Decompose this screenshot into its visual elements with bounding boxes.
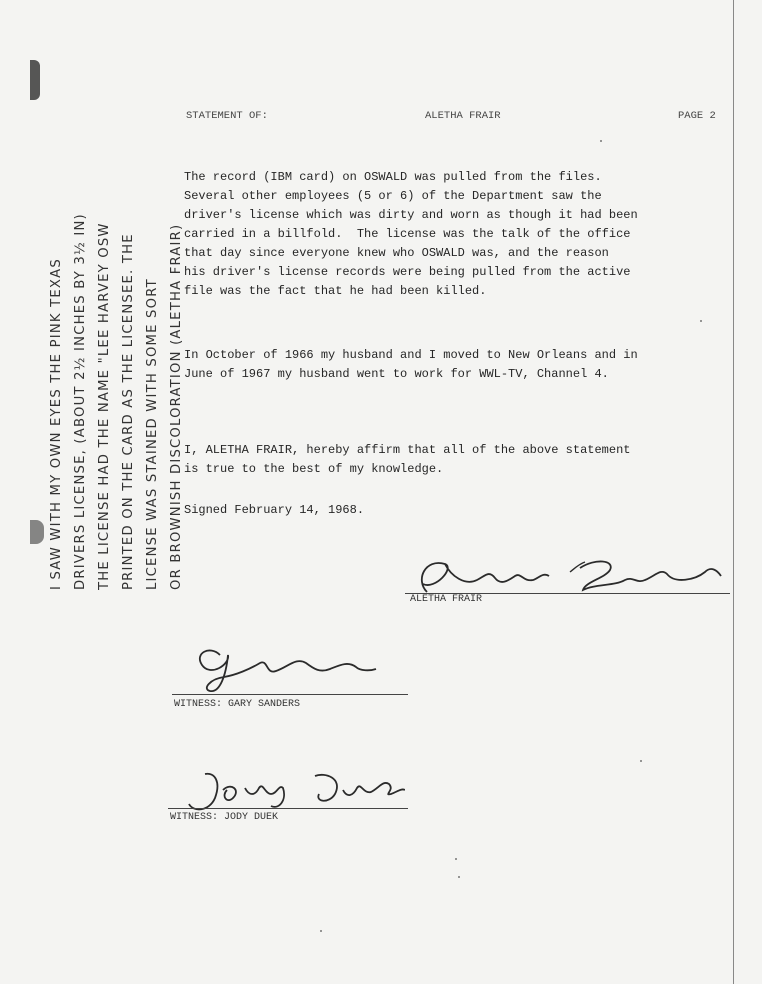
header-page-number: PAGE 2 bbox=[678, 110, 716, 122]
paragraph-move: In October of 1966 my husband and I moved to New Orleans and in June of 1967 my husband went to work for WWL-TV, Channel 4. bbox=[184, 348, 638, 381]
page-edge bbox=[733, 0, 734, 984]
signature-line bbox=[168, 808, 408, 809]
header-statement-of: STATEMENT OF: bbox=[186, 110, 268, 122]
witness-2-label: WITNESS: JODY DUEK bbox=[170, 812, 279, 823]
binding-shadow bbox=[30, 520, 44, 544]
scan-speck bbox=[455, 858, 457, 860]
witness-1-label: WITNESS: GARY SANDERS bbox=[174, 699, 301, 710]
margin-note-line: DRIVERS LICENSE, (ABOUT 2½ INCHES BY 3½ IN) bbox=[73, 213, 88, 590]
binding-shadow bbox=[30, 60, 40, 100]
paragraph-signed-date: Signed February 14, 1968. bbox=[184, 503, 365, 517]
scan-speck bbox=[700, 320, 702, 322]
scan-speck bbox=[458, 876, 460, 878]
scan-speck bbox=[600, 140, 602, 142]
paragraph-record: The record (IBM card) on OSWALD was pulled from the files. Several other employees (5 or 6) of the Department saw the driver's license which was dirty and worn as though it had been carried in a billfold. The license was the talk of the office that day since everyone knew who OSWALD was, and the reason his driver's license records were being pulled from the active file was the fact that he had been killed. bbox=[184, 170, 638, 298]
margin-note-line: LICENSE WAS STAINED WITH SOME SORT bbox=[145, 278, 160, 590]
scan-speck bbox=[640, 760, 642, 762]
handwritten-margin-note bbox=[45, 40, 189, 590]
signer-name: ALETHA FRAIR bbox=[410, 594, 483, 605]
signature-line bbox=[172, 694, 408, 695]
signature-jody-duek bbox=[175, 760, 405, 820]
paragraph-affirmation: I, ALETHA FRAIR, hereby affirm that all of the above statement is true to the best of my knowledge. bbox=[184, 443, 631, 476]
margin-note-line: PRINTED ON THE CARD AS THE LICENSEE. THE bbox=[121, 233, 136, 590]
header-name: ALETHA FRAIR bbox=[425, 110, 501, 122]
signature-gary-sanders bbox=[180, 635, 410, 695]
scan-speck bbox=[320, 930, 322, 932]
margin-note-line: THE LICENSE HAD THE NAME "LEE HARVEY OSW bbox=[97, 222, 112, 590]
margin-note-line: OR BROWNISH DISCOLORATION (ALETHA FRAIR) bbox=[169, 223, 184, 590]
margin-note-line: I SAW WITH MY OWN EYES THE PINK TEXAS bbox=[49, 258, 64, 590]
